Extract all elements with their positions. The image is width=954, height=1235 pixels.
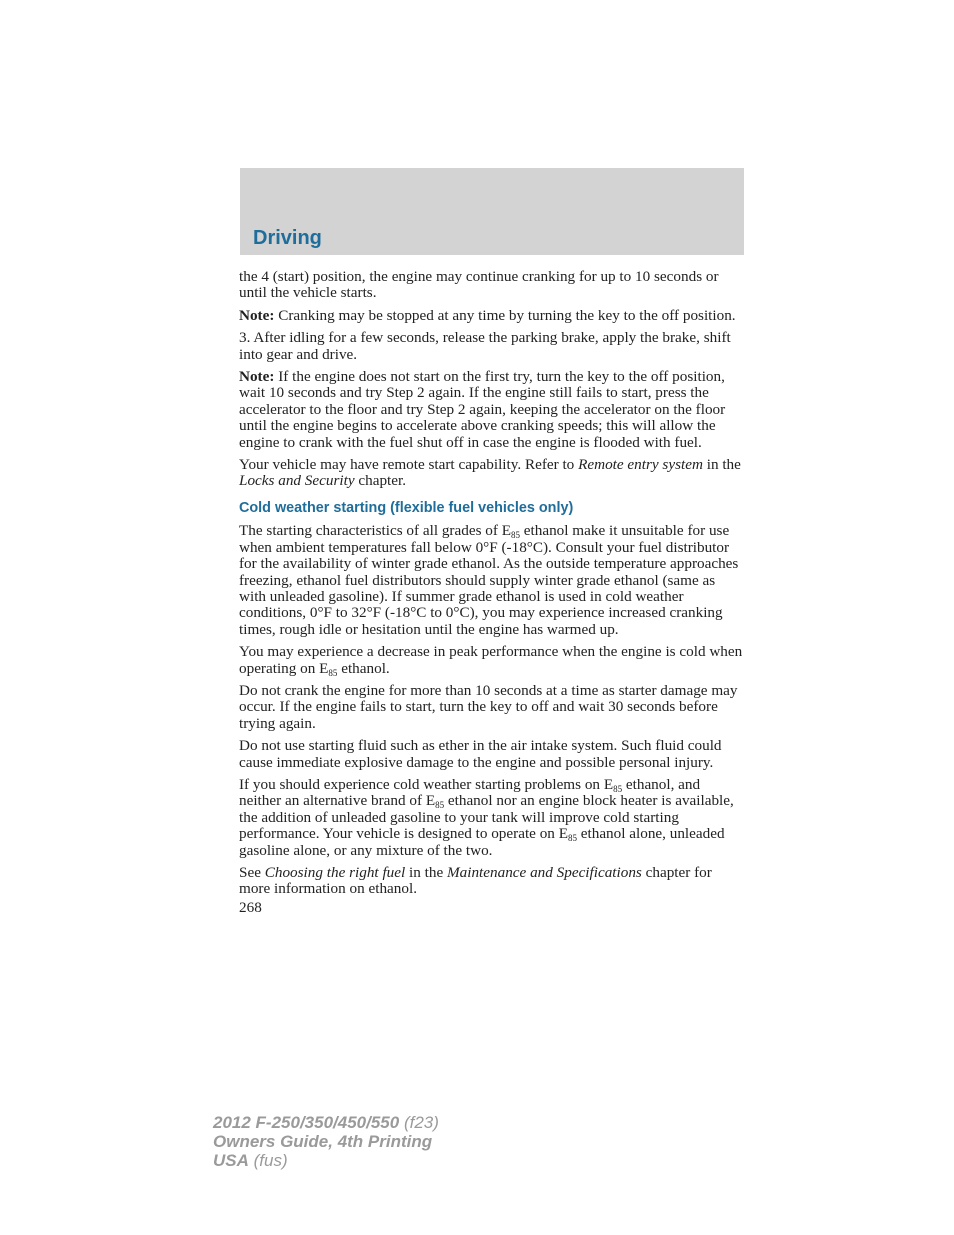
text-run: chapter.: [354, 472, 407, 490]
page-body: [239, 269, 745, 916]
text-run: ethanol alone, unleaded gasoline alone, or any mixture of the two.: [239, 825, 725, 859]
footer-market-line: [213, 1151, 439, 1170]
paragraph-remote-start: [239, 457, 745, 490]
note-text: If the engine does not start on the first try, turn the key to the off position, wait 10 seconds and try Step 2 again. If the engine still fails to start, press the accelerator to the floor and try Step 2 again, keeping the accelerator on the floor until the engine begins to accelerate above cranking speeds; this will allow the engine to crank with the fuel shut off in case the engine is flooded with fuel.: [239, 368, 726, 451]
note-text: Cranking may be stopped at any time by turning the key to the off position.: [274, 306, 736, 324]
section-title: Driving: [253, 227, 322, 249]
note-cranking: [239, 308, 745, 324]
paragraph-starting-fluid-warning: Do not use starting fluid such as ether in the air intake system. Such fluid could cause immediate explosive damage to the engine and possible personal injury.: [239, 737, 722, 771]
text-run: in the: [702, 456, 741, 474]
e85-symbol: [604, 776, 622, 793]
text-run: Your vehicle may have remote start capability. Refer to: [239, 456, 579, 474]
e85-symbol: [426, 792, 444, 809]
e85-symbol: [319, 660, 337, 677]
note-label: Note:: [239, 368, 275, 386]
text-run: in the: [405, 864, 447, 881]
e85-letter: E: [501, 522, 511, 540]
text-run: ethanol, and neither an alternative brand of: [239, 775, 701, 810]
reference-choosing-right-fuel: Choosing the right fuel: [264, 864, 406, 881]
paragraph-step-3: 3. After idling for a few seconds, release the parking brake, apply the brake, shift into gear and drive.: [239, 329, 731, 363]
footer-guide-line: Owners Guide, 4th Printing: [213, 1132, 433, 1151]
e85-subscript: 85: [435, 800, 445, 811]
paragraph-cranking-continuation: the 4 (start) position, the engine may continue cranking for up to 10 seconds or until the vehicle starts.: [239, 268, 719, 302]
paragraph-cold-weather-characteristics: [239, 523, 745, 638]
e85-symbol: [502, 522, 520, 539]
text-run: The starting characteristics of all grades of: [239, 522, 502, 540]
e85-subscript: 85: [567, 833, 577, 844]
footer-market-code: (fus): [248, 1151, 288, 1170]
e85-symbol: [559, 825, 577, 842]
text-run: See: [239, 864, 265, 881]
e85-subscript: 85: [613, 783, 623, 794]
text-run: ethanol make it unsuitable for use when ambient temperatures fall below 0°F (-18°C). Consult your fuel distributor for the availability of winter grade ethanol. As the outside temperature approaches freezing, ethanol fuel distributors should supply winter grade ethanol (same as with unleaded gasoline). If summer grade ethanol is used in cold weather conditions, 0°F to 32°F (-18°C to 0°C), you may experience increased cranking times, rough idle or hesitation until the engine has warmed up.: [239, 522, 739, 638]
footer-model: 2012 F-250/350/450/550: [213, 1113, 400, 1132]
footer-model-code: (f23): [399, 1113, 439, 1132]
text-run: If you should experience cold weather starting problems on: [239, 775, 604, 793]
paragraph-cold-starting-problems: [239, 777, 745, 859]
paragraph-peak-performance: [239, 644, 745, 677]
text-run: ethanol.: [337, 659, 390, 677]
footer-market: USA: [213, 1151, 249, 1170]
reference-maintenance-specifications: Maintenance and Specifications: [446, 864, 642, 881]
e85-subscript: 85: [511, 530, 520, 541]
paragraph-crank-limit: Do not crank the engine for more than 10 seconds at a time as starter damage may occur. If the engine fails to start, turn the key to off and wait 30 seconds before trying again.: [239, 681, 738, 732]
paragraph-see-reference: [239, 865, 745, 898]
e85-subscript: 85: [328, 667, 338, 678]
e85-letter: E: [603, 775, 614, 793]
document-footer: [213, 1113, 439, 1170]
e85-letter: E: [319, 659, 329, 677]
footer-model-line: [213, 1113, 439, 1132]
text-run: You may experience a decrease in peak performance when the engine is cold when operating on: [239, 643, 743, 677]
e85-letter: E: [425, 792, 436, 810]
subheading-cold-weather-starting: Cold weather starting (flexible fuel vehicles only): [239, 499, 574, 516]
note-engine-not-start: [239, 369, 745, 451]
page-number: 268: [239, 898, 262, 916]
text-run: ethanol nor an engine block heater is available, the addition of unleaded gasoline to your tank will improve cold starting performance. Your vehicle is designed to operate on: [239, 792, 734, 843]
reference-locks-and-security: Locks and Security: [239, 472, 355, 490]
e85-letter: E: [558, 825, 568, 843]
text-run: chapter for more information on ethanol.: [239, 864, 712, 898]
note-label: Note:: [239, 306, 275, 324]
reference-remote-entry-system: Remote entry system: [578, 456, 703, 474]
